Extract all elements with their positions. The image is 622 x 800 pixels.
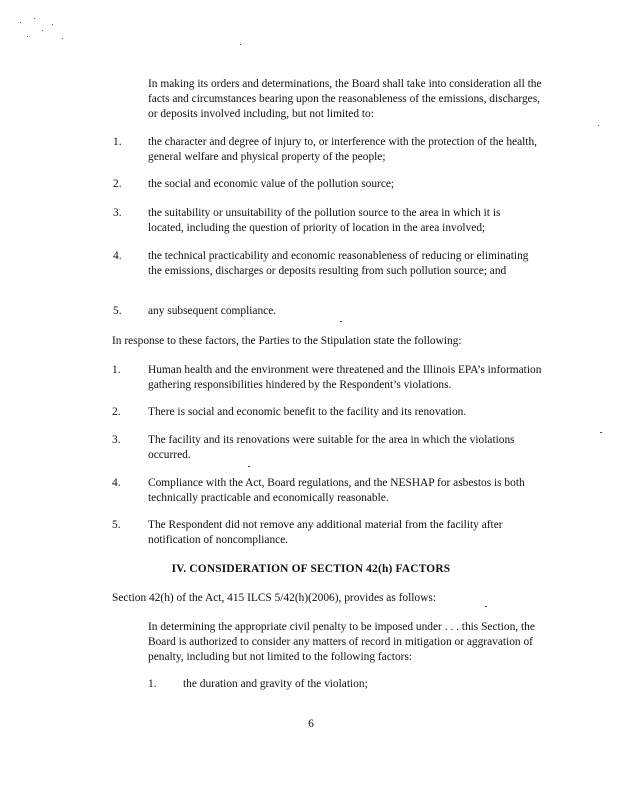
factor-text: any subsequent compliance. bbox=[148, 305, 277, 317]
factor-number: 3. bbox=[113, 207, 122, 219]
section-intro: Section 42(h) of the Act, 415 ILCS 5/42(h)(2006), provides as follows: bbox=[112, 592, 436, 604]
response-number: 2. bbox=[112, 406, 121, 418]
scan-speck bbox=[248, 466, 250, 467]
scan-speck bbox=[62, 38, 63, 39]
quote-item-number: 1. bbox=[148, 678, 157, 690]
factor-text: the technical practicability and economic reasonableness of reducing or eliminating the emissions, discharges or deposits resulting from such pollution source; and bbox=[148, 250, 529, 277]
scan-speck bbox=[20, 22, 21, 23]
scan-speck bbox=[52, 24, 53, 25]
scan-speck bbox=[600, 432, 602, 433]
factor-number: 2. bbox=[113, 178, 122, 190]
response-text: There is social and economic benefit to the facility and its renovation. bbox=[148, 406, 467, 418]
response-text: Human health and the environment were threatened and the Illinois EPA’s information gathering responsibilities hindered by the Respondent’s violations. bbox=[148, 364, 542, 391]
section-heading: IV. CONSIDERATION OF SECTION 42(h) FACTORS bbox=[171, 563, 451, 575]
response-number: 1. bbox=[112, 364, 121, 376]
intro-paragraph: In making its orders and determinations, the Board shall take into consideration all the facts and circumstances bearing upon the reasonableness of the emissions, discharges, or deposits involved including, but not limited to: bbox=[148, 78, 542, 120]
factor-text: the suitability or unsuitability of the pollution source to the area in which it is located, including the question of priority of location in the area involved; bbox=[148, 207, 501, 234]
page-number: 6 bbox=[308, 718, 314, 730]
response-text: The Respondent did not remove any additional material from the facility after notification of noncompliance. bbox=[148, 519, 503, 546]
factor-number: 4. bbox=[113, 250, 122, 262]
factor-text: the character and degree of injury to, or interference with the protection of the health, general welfare and physical property of the people; bbox=[148, 136, 538, 163]
quote-item-text: the duration and gravity of the violation; bbox=[183, 678, 368, 690]
factor-text: the social and economic value of the pollution source; bbox=[148, 178, 395, 190]
scan-speck bbox=[598, 125, 599, 126]
scan-speck bbox=[240, 44, 241, 45]
scan-speck bbox=[34, 18, 35, 19]
response-text: Compliance with the Act, Board regulations, and the NESHAP for asbestos is both technically practicable and economically reasonable. bbox=[148, 477, 525, 504]
factor-number: 1. bbox=[113, 136, 122, 148]
response-number: 4. bbox=[112, 477, 121, 489]
response-number: 3. bbox=[112, 434, 121, 446]
scan-speck bbox=[42, 30, 43, 31]
response-number: 5. bbox=[112, 519, 121, 531]
statute-quote: In determining the appropriate civil penalty to be imposed under . . . this Section, the Board is authorized to consider any matters of record in mitigation or aggravation of penalty, including but not limited to the following factors: bbox=[148, 621, 535, 663]
scan-speck bbox=[27, 36, 28, 37]
response-intro: In response to these factors, the Parties to the Stipulation state the following: bbox=[112, 335, 462, 347]
factor-number: 5. bbox=[113, 305, 122, 317]
scan-speck bbox=[340, 321, 342, 322]
scan-speck bbox=[485, 606, 487, 607]
response-text: The facility and its renovations were suitable for the area in which the violations occurred. bbox=[148, 434, 515, 461]
